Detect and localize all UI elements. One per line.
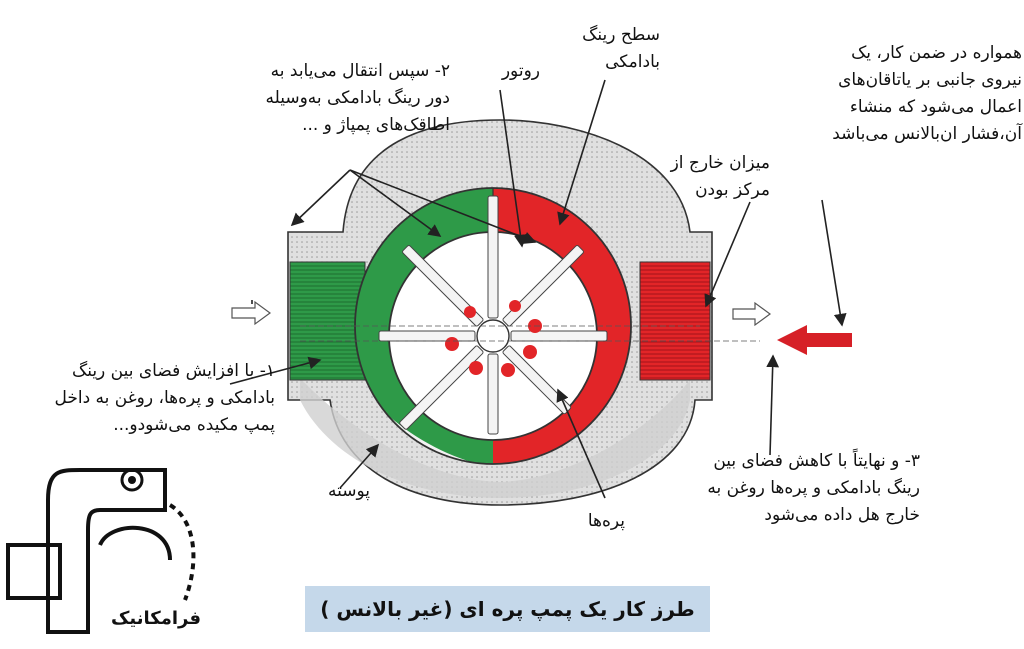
gear-icon [122, 470, 142, 490]
label-eccentricity: میزان خارج از مرکز بودن [670, 153, 770, 200]
label-side-force: همواره در ضمن کار، یک نیروی جانبی بر یاتاقان‌های اعمال می‌شود که منشاء آن،فشار ان‌بالانس می‌باشد [832, 43, 1022, 144]
figure-caption: طرز کار یک پمپ پره ای (غیر بالانس ) [305, 586, 710, 632]
label-step3: ۳- و نهایتاً با کاهش فضای بین رینگ بادامکی و پره‌ها روغن به خارج هل داده می‌شود [707, 451, 920, 525]
label-rotor: روتور [501, 61, 540, 81]
label-cam-ring-surface: سطح رینگ بادامکی [582, 25, 660, 72]
label-step2: ۲- سپس انتقال می‌یابد به دور رینگ بادامکی به‌وسیله اطاقک‌های پمپاژ و ... [265, 61, 450, 135]
label-vanes: پره‌ها [587, 511, 625, 531]
label-step1: ۱- با افزایش فضای بین رینگ بادامکی و پره‌ها، روغن به داخل پمپ مکیده می‌شودو... [54, 361, 275, 435]
side-force-arrow-icon [777, 325, 852, 355]
suction-port [290, 262, 365, 380]
inlet-arrow-icon [232, 302, 270, 324]
outlet-arrow-icon [733, 303, 770, 325]
logo-text: فرامکانیک [110, 608, 202, 629]
label-housing: پوسته [327, 481, 370, 501]
discharge-port [640, 262, 710, 380]
